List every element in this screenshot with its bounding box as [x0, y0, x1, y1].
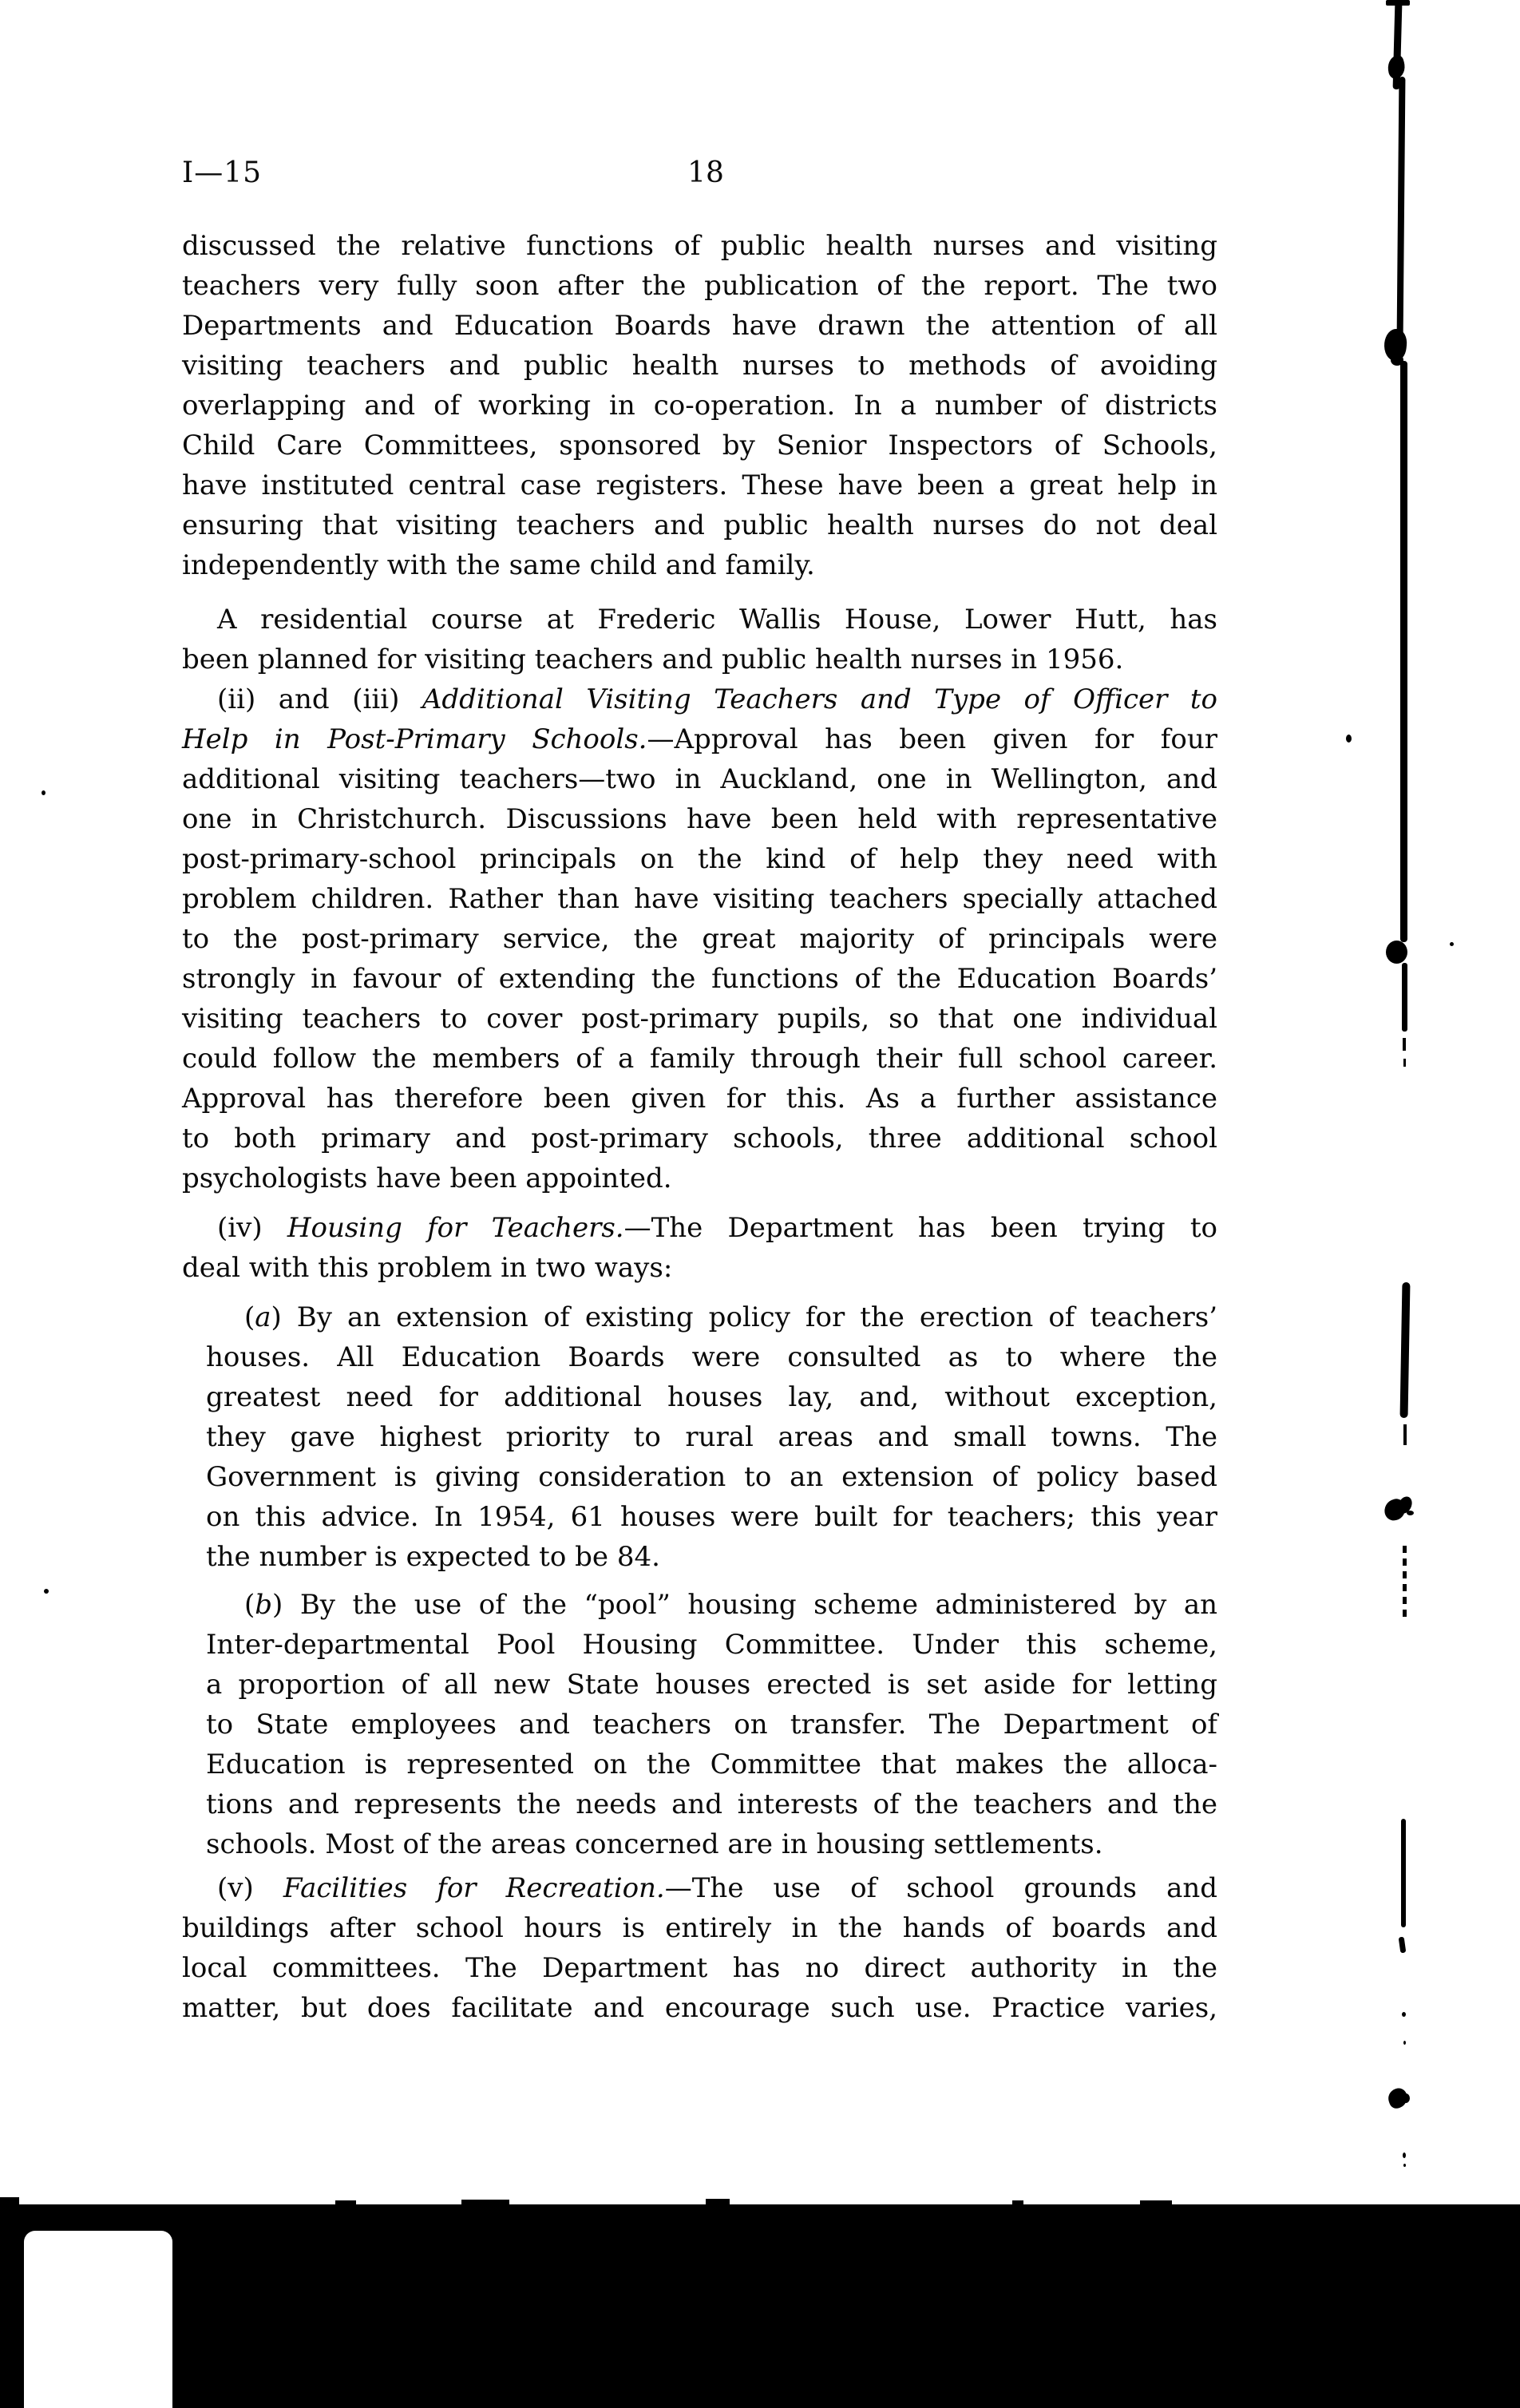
- ink-dash: [1403, 1424, 1407, 1445]
- text-line: visiting teachers and public health nurses to methods of avoiding: [182, 350, 1217, 382]
- text-line: have instituted central case registers. These have been a great help in: [182, 469, 1217, 501]
- ink-line: [1400, 1282, 1411, 1418]
- paragraph-facilities-for-recreation: [182, 1868, 1217, 2028]
- text-line: tions and represents the needs and interests of the teachers and the: [206, 1788, 1217, 1820]
- ink-speck: [1403, 2164, 1406, 2167]
- text-line: problem children. Rather than have visiting teachers specially attached: [182, 883, 1217, 915]
- ink-speck: [42, 790, 46, 795]
- text-line: a proportion of all new State houses erected is set aside for letting: [206, 1669, 1217, 1701]
- text-line: matter, but does facilitate and encourage such use. Practice varies,: [182, 1992, 1217, 2024]
- ink-blot: [1402, 2093, 1410, 2103]
- page-number: 18: [687, 156, 724, 189]
- scan-edge-band: [0, 2204, 1520, 2408]
- text-line: overlapping and of working in co-operation. In a number of districts: [182, 390, 1217, 422]
- text-line: discussed the relative functions of public health nurses and visiting: [182, 230, 1217, 262]
- text-line: to State employees and teachers on transfer. The Department of: [206, 1709, 1217, 1741]
- scan-band-bump: [0, 2197, 19, 2205]
- ink-speck: [1402, 2012, 1406, 2017]
- text-line: psychologists have been appointed.: [182, 1162, 672, 1194]
- text-line: post-primary-school principals on the kind of help they need with: [182, 843, 1217, 875]
- ink-line: [1397, 77, 1406, 343]
- text-line: schools. Most of the areas concerned are in housing settlements.: [206, 1828, 1103, 1860]
- text-line: houses. All Education Boards were consulted as to where the: [206, 1341, 1217, 1373]
- text-line: on this advice. In 1954, 61 houses were built for teachers; this year: [206, 1501, 1217, 1533]
- scan-band-bump: [335, 2200, 356, 2205]
- text-line: Help in Post-Primary Schools.—Approval has been given for four: [182, 723, 1218, 755]
- scan-band-bump: [706, 2199, 730, 2205]
- text-line: strongly in favour of extending the functions of the Education Boards’: [182, 963, 1217, 995]
- text-line: buildings after school hours is entirely in the hands of boards and: [182, 1912, 1217, 1944]
- text-line: Inter-departmental Pool Housing Committee. Under this scheme,: [206, 1629, 1217, 1661]
- ink-speck: [1450, 942, 1454, 946]
- text-line: ensuring that visiting teachers and public health nurses do not deal: [182, 509, 1217, 541]
- text-line: Approval has therefore been given for this. As a further assistance: [182, 1083, 1217, 1115]
- scan-band-cutout: [24, 2231, 172, 2408]
- text-line: (ii) and (iii) Additional Visiting Teachers and Type of Officer to: [217, 683, 1217, 715]
- ink-dash: [1403, 1059, 1406, 1067]
- paragraph-continuation: [182, 226, 1217, 585]
- text-line: additional visiting teachers—two in Auckland, one in Wellington, and: [182, 763, 1217, 795]
- report-code: I—15: [182, 156, 263, 189]
- paragraph-additional-visiting-teachers: [182, 679, 1217, 1198]
- text-line: (b) By the use of the “pool” housing scheme administered by an: [244, 1589, 1217, 1621]
- text-line: to the post-primary service, the great majority of principals were: [182, 923, 1217, 955]
- scan-band-bump: [1140, 2200, 1172, 2205]
- text-line: deal with this problem in two ways:: [182, 1252, 673, 1284]
- text-line: visiting teachers to cover post-primary pupils, so that one individual: [182, 1003, 1217, 1035]
- ink-speck: [44, 1589, 49, 1594]
- text-line: Government is giving consideration to an extension of policy based: [206, 1461, 1217, 1493]
- text-line: teachers very fully soon after the publication of the report. The two: [182, 270, 1217, 302]
- text-line: they gave highest priority to rural areas and small towns. The: [206, 1421, 1217, 1453]
- paragraph-housing-for-teachers: [182, 1208, 1217, 1288]
- text-line: could follow the members of a family through their full school career.: [182, 1043, 1217, 1075]
- ink-line: [1402, 963, 1407, 1032]
- ink-dash: [1403, 1038, 1406, 1051]
- ink-blot: [1385, 54, 1407, 81]
- text-line: (v) Facilities for Recreation.—The use of school grounds and: [217, 1872, 1218, 1904]
- text-line: one in Christchurch. Discussions have been held with representative: [182, 803, 1217, 835]
- text-line: to both primary and post-primary schools, three additional school: [182, 1123, 1217, 1154]
- ink-speck: [1403, 2041, 1406, 2045]
- text-line: (a) By an extension of existing policy for the erection of teachers’: [244, 1301, 1217, 1333]
- ink-line: [1400, 361, 1407, 942]
- paragraph-item-a: [206, 1297, 1217, 1577]
- text-line: been planned for visiting teachers and public health nurses in 1956.: [182, 644, 1124, 675]
- ink-dash: [1399, 1937, 1407, 1954]
- ink-blot: [1407, 1511, 1414, 1515]
- text-line: independently with the same child and family.: [182, 549, 815, 581]
- scan-band-bump: [1012, 2200, 1023, 2205]
- text-line: (iv) Housing for Teachers.—The Department has been trying to: [217, 1212, 1217, 1244]
- paragraph-residential-course: [182, 600, 1217, 679]
- scan-band-bump: [461, 2200, 509, 2205]
- text-line: the number is expected to be 84.: [206, 1541, 660, 1573]
- ink-speck: [1403, 2153, 1406, 2158]
- text-line: Departments and Education Boards have drawn the attention of all: [182, 310, 1217, 342]
- text-line: greatest need for additional houses lay, and, without exception,: [206, 1381, 1217, 1413]
- paragraph-item-b: [206, 1585, 1217, 1864]
- ink-dashed-line: [1403, 1546, 1407, 1622]
- ink-blot: [1386, 941, 1407, 964]
- text-line: Child Care Committees, sponsored by Senior Inspectors of Schools,: [182, 430, 1217, 461]
- text-line: A residential course at Frederic Wallis House, Lower Hutt, has: [217, 604, 1217, 636]
- ink-speck: [1346, 735, 1352, 743]
- ink-line: [1401, 1819, 1406, 1927]
- text-line: local committees. The Department has no direct authority in the: [182, 1952, 1217, 1984]
- text-line: Education is represented on the Committee that makes the alloca-: [206, 1749, 1217, 1780]
